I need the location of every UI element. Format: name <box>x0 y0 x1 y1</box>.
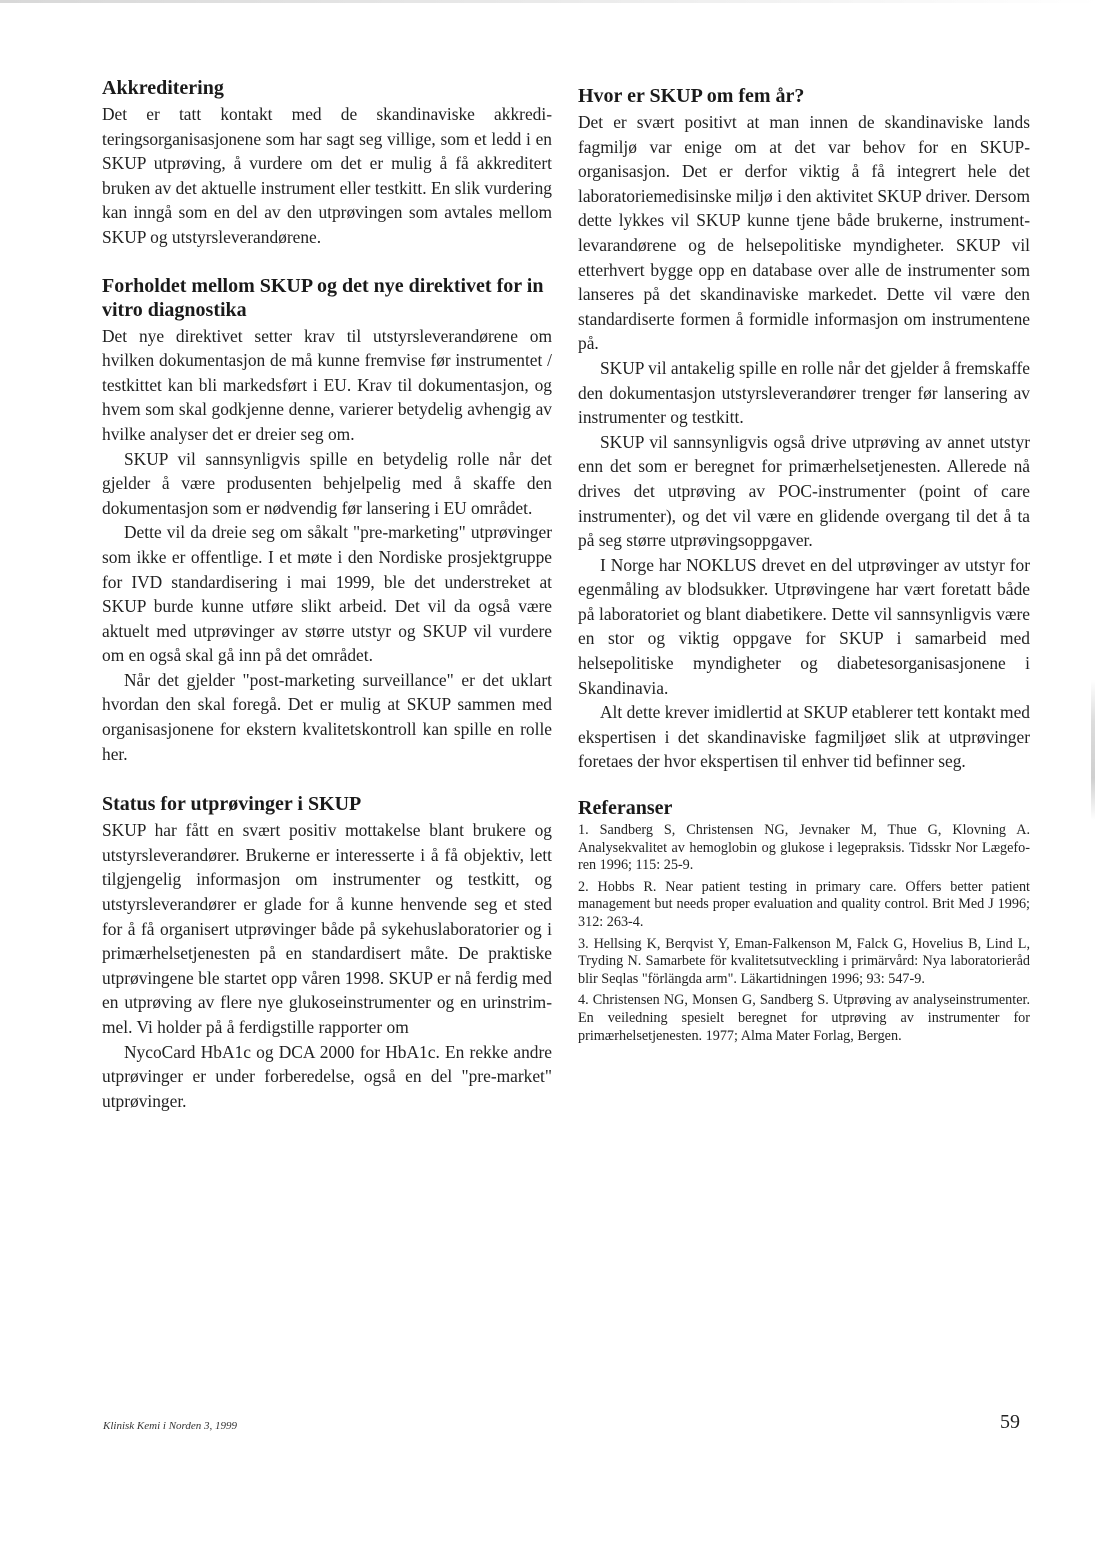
section-heading: Forholdet mellom SKUP og det nye direktivet for in vitro diagnostika <box>102 274 544 321</box>
section-forholdet <box>102 274 552 767</box>
section-hvor-er-skup <box>578 84 1030 774</box>
section-heading: Status for utprøvinger i SKUP <box>102 793 362 816</box>
body-paragraph: SKUP vil sannsynligvis også drive utprøving av annet utstyr enn det som er beregnet for primærhelsetjenesten. Allerede nå drives det utprøving av POC-instrumenter (point of care instrumenter), og det vil være en glidende overgang til det å ta på seg større utprøvingsoppgaver. <box>578 431 1030 551</box>
section-akkreditering <box>102 76 552 250</box>
section-heading: Akkreditering <box>102 77 224 99</box>
section-referanser <box>578 796 1030 1045</box>
journal-footer: Klinisk Kemi i Norden 3, 1999 <box>103 1420 238 1432</box>
section-status <box>102 792 552 1113</box>
section-heading: Hvor er SKUP om fem år? <box>578 85 805 107</box>
body-paragraph: Når det gjelder "post-marketing surveillance" er det uklart hvordan den skal foregå. Det er mulig at SKUP sammen med organisasjonene for ekstern kvalitetskontroll kan spille en rolle her. <box>102 669 552 764</box>
body-paragraph: I Norge har NOKLUS drevet en del utprøvinger av utstyr for egenmåling av blodsukker. Utprøvingene har vært foretatt både på laboratoriet og blant diabetikere. Dette vil sannsynligvis være en stor og viktig oppgave for SKUP i samarbeid med helsepolitiske myndigheter og diabetesorganisasjonene i Skandinavia. <box>578 554 1030 698</box>
body-paragraph: Alt dette krever imidlertid at SKUP etablerer tett kontakt med ekspertisen i det skandinaviske fagmiljøet slik at utprøvinger foretaes der hvor ekspertisen til enhver tid befinner seg. <box>578 702 1030 772</box>
top-edge-rule <box>0 0 1100 3</box>
section-heading: Referanser <box>578 797 673 820</box>
reference-item: 1. Sandberg S, Christensen NG, Jevnaker M, Thue G, Klovning A. Analysekvalitet av hemoglobin og glukose i legepraksis. Tidsskr Nor Lægeforen 1996; 115: 25-9. <box>578 822 1030 874</box>
scan-edge-shadow <box>1091 680 1095 820</box>
left-column <box>102 76 552 1113</box>
page-number: 59 <box>1000 1411 1020 1433</box>
body-paragraph: Det er svært positivt at man innen de skandinaviske lands fagmiljø var enige om at det var behov for en SKUP-organisasjon. Det er derfor viktig å få integrert hele det laboratoriemedisinske miljø i den aktivitet SKUP driver. Dersom dette lykkes vil SKUP kunne tjene både brukerne, instrumentlevarandørene og de helsepolitiske myndigheter. SKUP vil etterhvert bygge opp en database over alle de instrumenter som lanseres på det skandinaviske markedet. Dette vil være den standardiserte formen å formidle informasjon om instrumentene på. <box>578 112 1030 354</box>
reference-item: 2. Hobbs R. Near patient testing in primary care. Offers better patient management but needs proper evaluation and quality control. Brit Med J 1996; 312: 263-4. <box>578 878 1030 930</box>
body-paragraph: SKUP vil sannsynligvis spille en betydelig rolle når det gjelder å være produsenten behjelpelig med å skaffe den dokumentasjon som er nødvendig før lansering i EU området. <box>102 448 552 518</box>
body-paragraph: Dette vil da dreie seg om såkalt "pre-marketing" utprøvinger som ikke er offentlige. I et møte i den Nordiske prosjektgruppe for IVD standardisering i mai 1999, ble det understreket at SKUP burde kunne utføre slikt arbeid. Det vil da også være aktuelt med utprøvinger av større utstyr og SKUP vil vurdere om en også skal gå inn på det området. <box>102 522 552 666</box>
body-paragraph: Det nye direktivet setter krav til utstyrsleverandørene om hvilken dokumentasjon de må kunne fremvise før instrumentet / testkittet kan bli markedsført i EU. Krav til dokumentasjon, og hvem som skal godkjenne denne, varierer betydelig avhengig av hvilke analyser det er dreier seg om. <box>102 325 552 444</box>
right-column <box>578 84 1030 1049</box>
reference-item: 4. Christensen NG, Monsen G, Sandberg S. Utprøving av analyseinstrumenter. En veiledning spesielt beregnet for utprøving av instrumenter for primærhelsetjenesten. 1977; Alma Mater Forlag, Bergen. <box>578 992 1030 1044</box>
body-paragraph: NycoCard HbA1c og DCA 2000 for HbA1c. En rekke andre utprøvinger er under forberedelse, også en del "pre-market" utprøvinger. <box>102 1041 552 1111</box>
body-paragraph: Det er tatt kontakt med de skandinaviske akkrediteringsorganisasjonene som har sagt seg villige, som et ledd i en SKUP utprøving, å vurdere om det er mulig å få akkreditert bruken av det aktuelle instrument eller testkitt. En slik vurdering kan inngå som en del av den utprøvingen som avtales mellom SKUP og utstyrsleverandørene. <box>102 104 552 247</box>
body-paragraph: SKUP vil antakelig spille en rolle når det gjelder å fremskaffe den dokumentasjon utstyrsleverandører trenger før lansering av instrumenter og testkitt. <box>578 357 1030 428</box>
reference-list <box>578 822 1030 1045</box>
body-paragraph: SKUP har fått en svært positiv mottakelse blant brukere og utstyrsleverandører. Brukerne er interesserte i å få objektiv, lett tilgjengelig informasjon om instrumenter og testkitt, og utstyrsleverandører er glade for å kunne henvende seg et sted for å få organisert utprøvinger både på sykehuslaboratorier og i primærhelsetjenesten på en standardisert måte. De praktiske utprøvingene ble startet opp våren 1998. SKUP er nå ferdig med en utprøving av flere nye glukoseinstrumenter og en urinstrimmel. Vi holder på å ferdigstille rapporter om <box>102 820 552 1037</box>
reference-item: 3. Hellsing K, Berqvist Y, Eman-Falkenson M, Falck G, Hovelius B, Lind L, Tryding N. Samarbete för kvalitetsutveckling i primärvård: Nya laboratorieråd blir Seqlas "förlängda arm". Läkartidningen 1996; 93: 547-9. <box>578 935 1030 987</box>
